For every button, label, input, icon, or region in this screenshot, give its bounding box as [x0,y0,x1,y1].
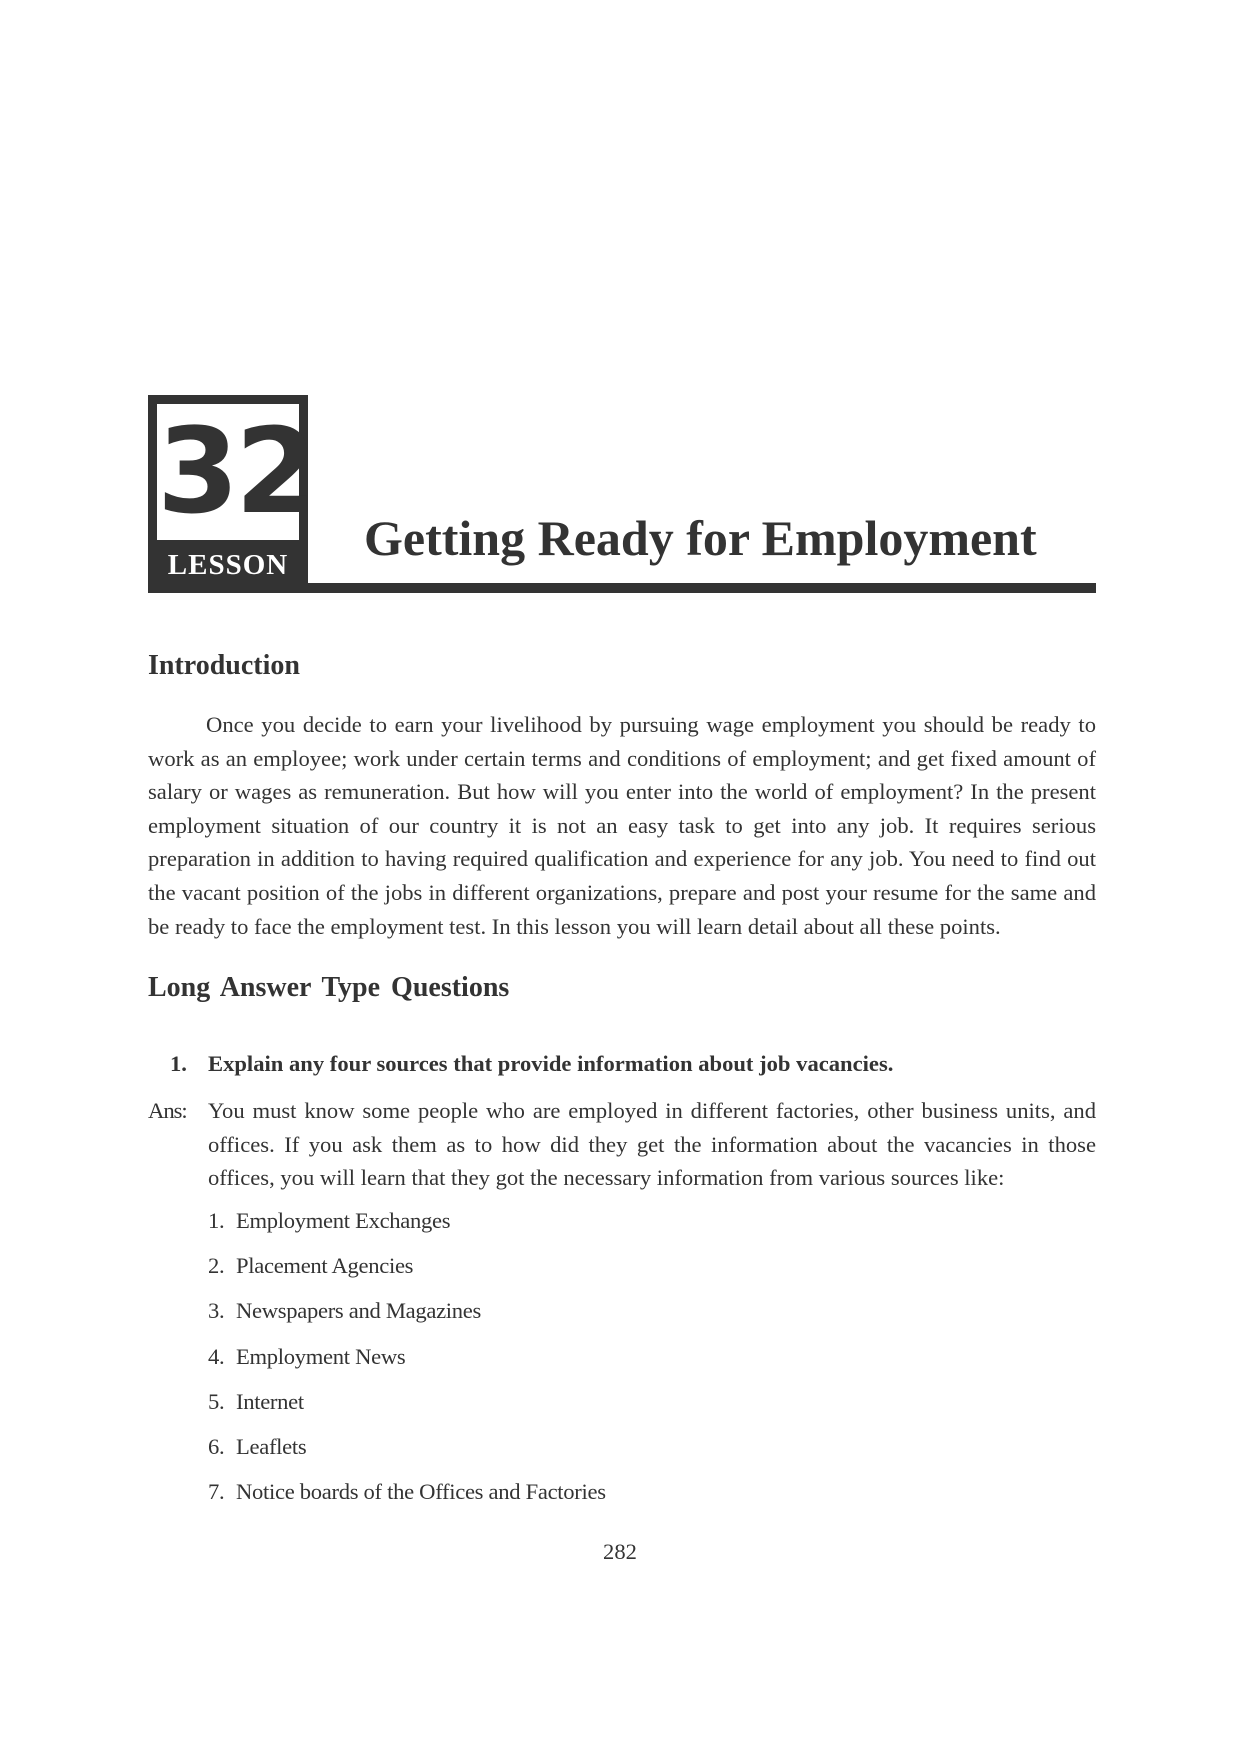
question-number: 1. [170,1051,187,1076]
list-item [208,1385,908,1430]
introduction-heading: Introduction [148,650,300,681]
list-item [208,1249,908,1294]
list-item-number: 4. [208,1343,225,1369]
list-item-text: Leaflets [236,1433,307,1459]
list-item-number: 5. [208,1388,225,1414]
list-item-text: Notice boards of the Offices and Factories [236,1479,606,1505]
list-item-number: 6. [208,1433,225,1459]
title-underline [148,583,1096,593]
list-item-text: Employment Exchanges [236,1208,451,1233]
list-item [208,1340,908,1385]
question-text: Explain any four sources that provide information about job vacancies. [208,1051,894,1076]
list-item-number: 2. [208,1253,225,1279]
list-item [208,1475,908,1520]
list-item-text: Newspapers and Magazines [236,1298,482,1324]
lesson-label: LESSON [167,549,289,581]
sources-list [208,1204,908,1520]
lesson-badge [148,395,314,593]
lesson-title: Getting Ready for Employment [364,510,1037,566]
lesson-number: 32 [157,402,314,540]
list-item-number: 1. [208,1208,225,1233]
question-1 [170,1048,1096,1080]
list-item-number: 3. [208,1298,225,1324]
lesson-number-panel [157,402,314,540]
list-item-text: Placement Agencies [236,1253,414,1279]
answer-text: You must know some people who are employed in different factories, other business units, and offices. If you ask them as to how did they get the information about the vacancies in those offices, you will learn that they got the necessary information from various sources like: [208,1098,1096,1191]
list-item-text: Internet [236,1388,304,1414]
page-number: 282 [603,1539,637,1564]
long-answer-heading: Long Answer Type Questions [148,972,510,1003]
list-item [208,1294,908,1339]
answer-label: Ans: [148,1098,187,1123]
introduction-paragraph: Once you decide to earn your livelihood by pursuing wage employment you should be ready to work as an employee; work under certain terms and conditions of employment; and get fixed amount of salary or wages as remuneration. But how will you enter into the world of employment? In the present employment situation of our country it is not an easy task to get into any job. It requires serious preparation in addition to having required qualification and experience for any job. You need to find out the vacant position of the jobs in different organizations, prepare and post your resume for the same and be ready to face the employment test. In this lesson you will learn detail about all these points. [148,712,1096,939]
list-item-text: Employment News [236,1343,406,1369]
list-item [208,1430,908,1475]
list-item-number: 7. [208,1479,225,1505]
list-item [208,1204,908,1249]
